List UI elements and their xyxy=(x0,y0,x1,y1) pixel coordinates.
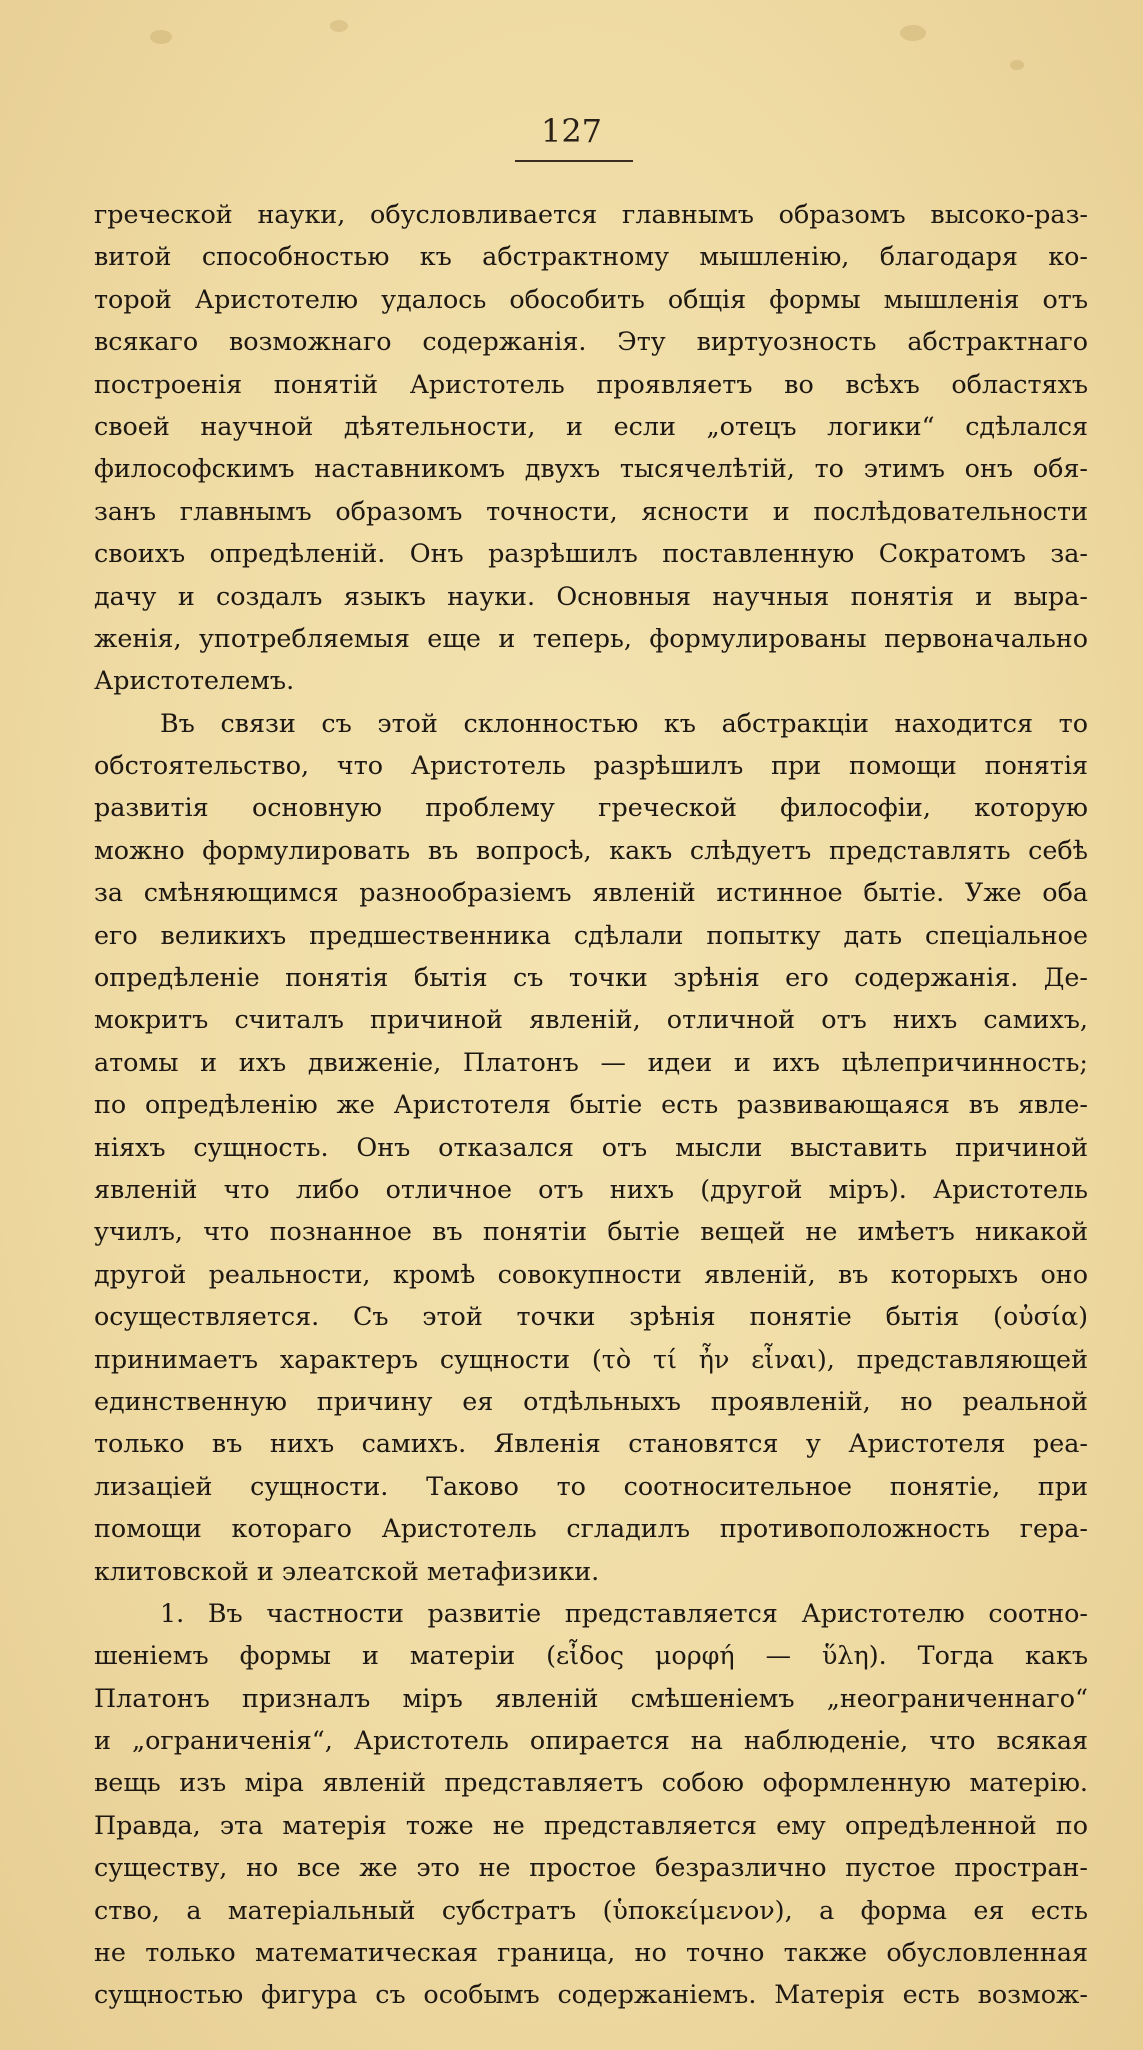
text-line: Платонъ призналъ міръ явленій смѣшеніемъ „неограниченнаго“ xyxy=(94,1682,1088,1713)
text-line: явленій что либо отличное отъ нихъ (другой міръ). Аристотель xyxy=(94,1173,1088,1204)
text-line: осуществляется. Съ этой точки зрѣнія понятіе бытія (οὐσία) xyxy=(94,1301,1088,1332)
text-line: училъ, что познанное въ понятіи бытіе вещей не имѣетъ никакой xyxy=(94,1216,1088,1247)
text-line: 1. Въ частности развитіе представляется Аристотелю соотно- xyxy=(160,1597,1088,1628)
text-line: витой способностью къ абстрактному мышленію, благодаря ко- xyxy=(94,241,1088,272)
text-line: клитовской и элеатской метафизики. xyxy=(94,1555,600,1586)
text-line: сущностью фигура съ особымъ содержаніемъ. Матерія есть возмож- xyxy=(94,1979,1088,2010)
text-line: греческой науки, обусловливается главнымъ образомъ высоко-раз- xyxy=(94,199,1088,229)
text-line: своей научной дѣятельности, и если „отецъ логики“ сдѣлался xyxy=(94,410,1088,441)
paper-stain xyxy=(1010,60,1024,70)
text-line: обстоятельство, что Аристотель разрѣшилъ при помощи понятія xyxy=(94,750,1088,781)
text-line: за смѣняющимся разнообразіемъ явленій истинное бытіе. Уже оба xyxy=(94,877,1088,908)
text-line: лизаціей сущности. Таково то соотносительное понятіе, при xyxy=(94,1470,1088,1501)
text-line: Правда, эта матерія тоже не представляется ему опредѣленной по xyxy=(94,1809,1088,1840)
paper-stain xyxy=(900,25,926,41)
text-line: его великихъ предшественника сдѣлали попытку дать спеціальное xyxy=(94,919,1088,950)
text-line: философскимъ наставникомъ двухъ тысячелѣтій, то этимъ онъ обя- xyxy=(94,453,1088,484)
text-line: атомы и ихъ движеніе, Платонъ — идеи и ихъ цѣлепричинность; xyxy=(94,1046,1088,1077)
text-line: другой реальности, кромѣ совокупности явленій, въ которыхъ оно xyxy=(94,1258,1088,1289)
text-line: и „ограниченія“, Аристотель опирается на наблюденіе, что всякая xyxy=(94,1725,1088,1756)
text-line: ніяхъ сущность. Онъ отказался отъ мысли выставить причиной xyxy=(94,1131,1088,1162)
text-line: дачу и создалъ языкъ науки. Основныя научныя понятія и выра- xyxy=(94,580,1088,611)
text-line: Въ связи съ этой склонностью къ абстракціи находится то xyxy=(160,707,1088,738)
paper-stain xyxy=(150,30,172,44)
text-line: шеніемъ формы и матеріи (εἶδος μορφή — ὕλη). Тогда какъ xyxy=(94,1640,1088,1671)
text-line: по опредѣленію же Аристотеля бытіе есть развивающаяся въ явле- xyxy=(94,1089,1088,1120)
text-line: единственную причину ея отдѣльныхъ проявленій, но реальной xyxy=(94,1385,1088,1416)
page-number: 127 xyxy=(540,112,603,150)
text-line: вещь изъ міра явленій представляетъ собою оформленную матерію. xyxy=(94,1767,1088,1798)
page-number-rule xyxy=(515,160,633,162)
body-text xyxy=(94,193,1088,2016)
text-line: женія, употребляемыя еще и теперь, формулированы первоначально xyxy=(94,622,1088,653)
text-line: принимаетъ характеръ сущности (τὸ τί ἦν εἶναι), представляющей xyxy=(94,1343,1088,1374)
text-line: можно формулировать въ вопросѣ, какъ слѣдуетъ представлять себѣ xyxy=(94,834,1088,865)
text-line: Аристотелемъ. xyxy=(94,665,295,696)
paper-stain xyxy=(330,20,348,32)
text-line: существу, но все же это не простое безразлично пустое простран- xyxy=(94,1852,1088,1883)
text-line: не только математическая граница, но точно также обусловленная xyxy=(94,1937,1088,1968)
text-line: всякаго возможнаго содержанія. Эту виртуозность абстрактнаго xyxy=(94,326,1088,357)
text-line: помощи котораго Аристотель сгладилъ противоположность гера- xyxy=(94,1513,1088,1544)
text-line: торой Аристотелю удалось обособить общія формы мышленія отъ xyxy=(94,283,1088,314)
text-line: занъ главнымъ образомъ точности, ясности и послѣдовательности xyxy=(94,495,1088,526)
text-line: мокритъ считалъ причиной явленій, отличной отъ нихъ самихъ, xyxy=(94,1004,1088,1035)
text-line: только въ нихъ самихъ. Явленія становятся у Аристотеля реа- xyxy=(94,1428,1088,1459)
text-line: развитія основную проблему греческой философіи, которую xyxy=(94,792,1088,823)
text-line: построенія понятій Аристотель проявляетъ во всѣхъ областяхъ xyxy=(94,368,1088,399)
text-line: своихъ опредѣленій. Онъ разрѣшилъ поставленную Сократомъ за- xyxy=(94,538,1088,569)
text-line: ство, а матеріальный субстратъ (ὑποκείμενον), а форма ея есть xyxy=(94,1894,1088,1925)
text-line: опредѣленіе понятія бытія съ точки зрѣнія его содержанія. Де- xyxy=(94,962,1088,993)
